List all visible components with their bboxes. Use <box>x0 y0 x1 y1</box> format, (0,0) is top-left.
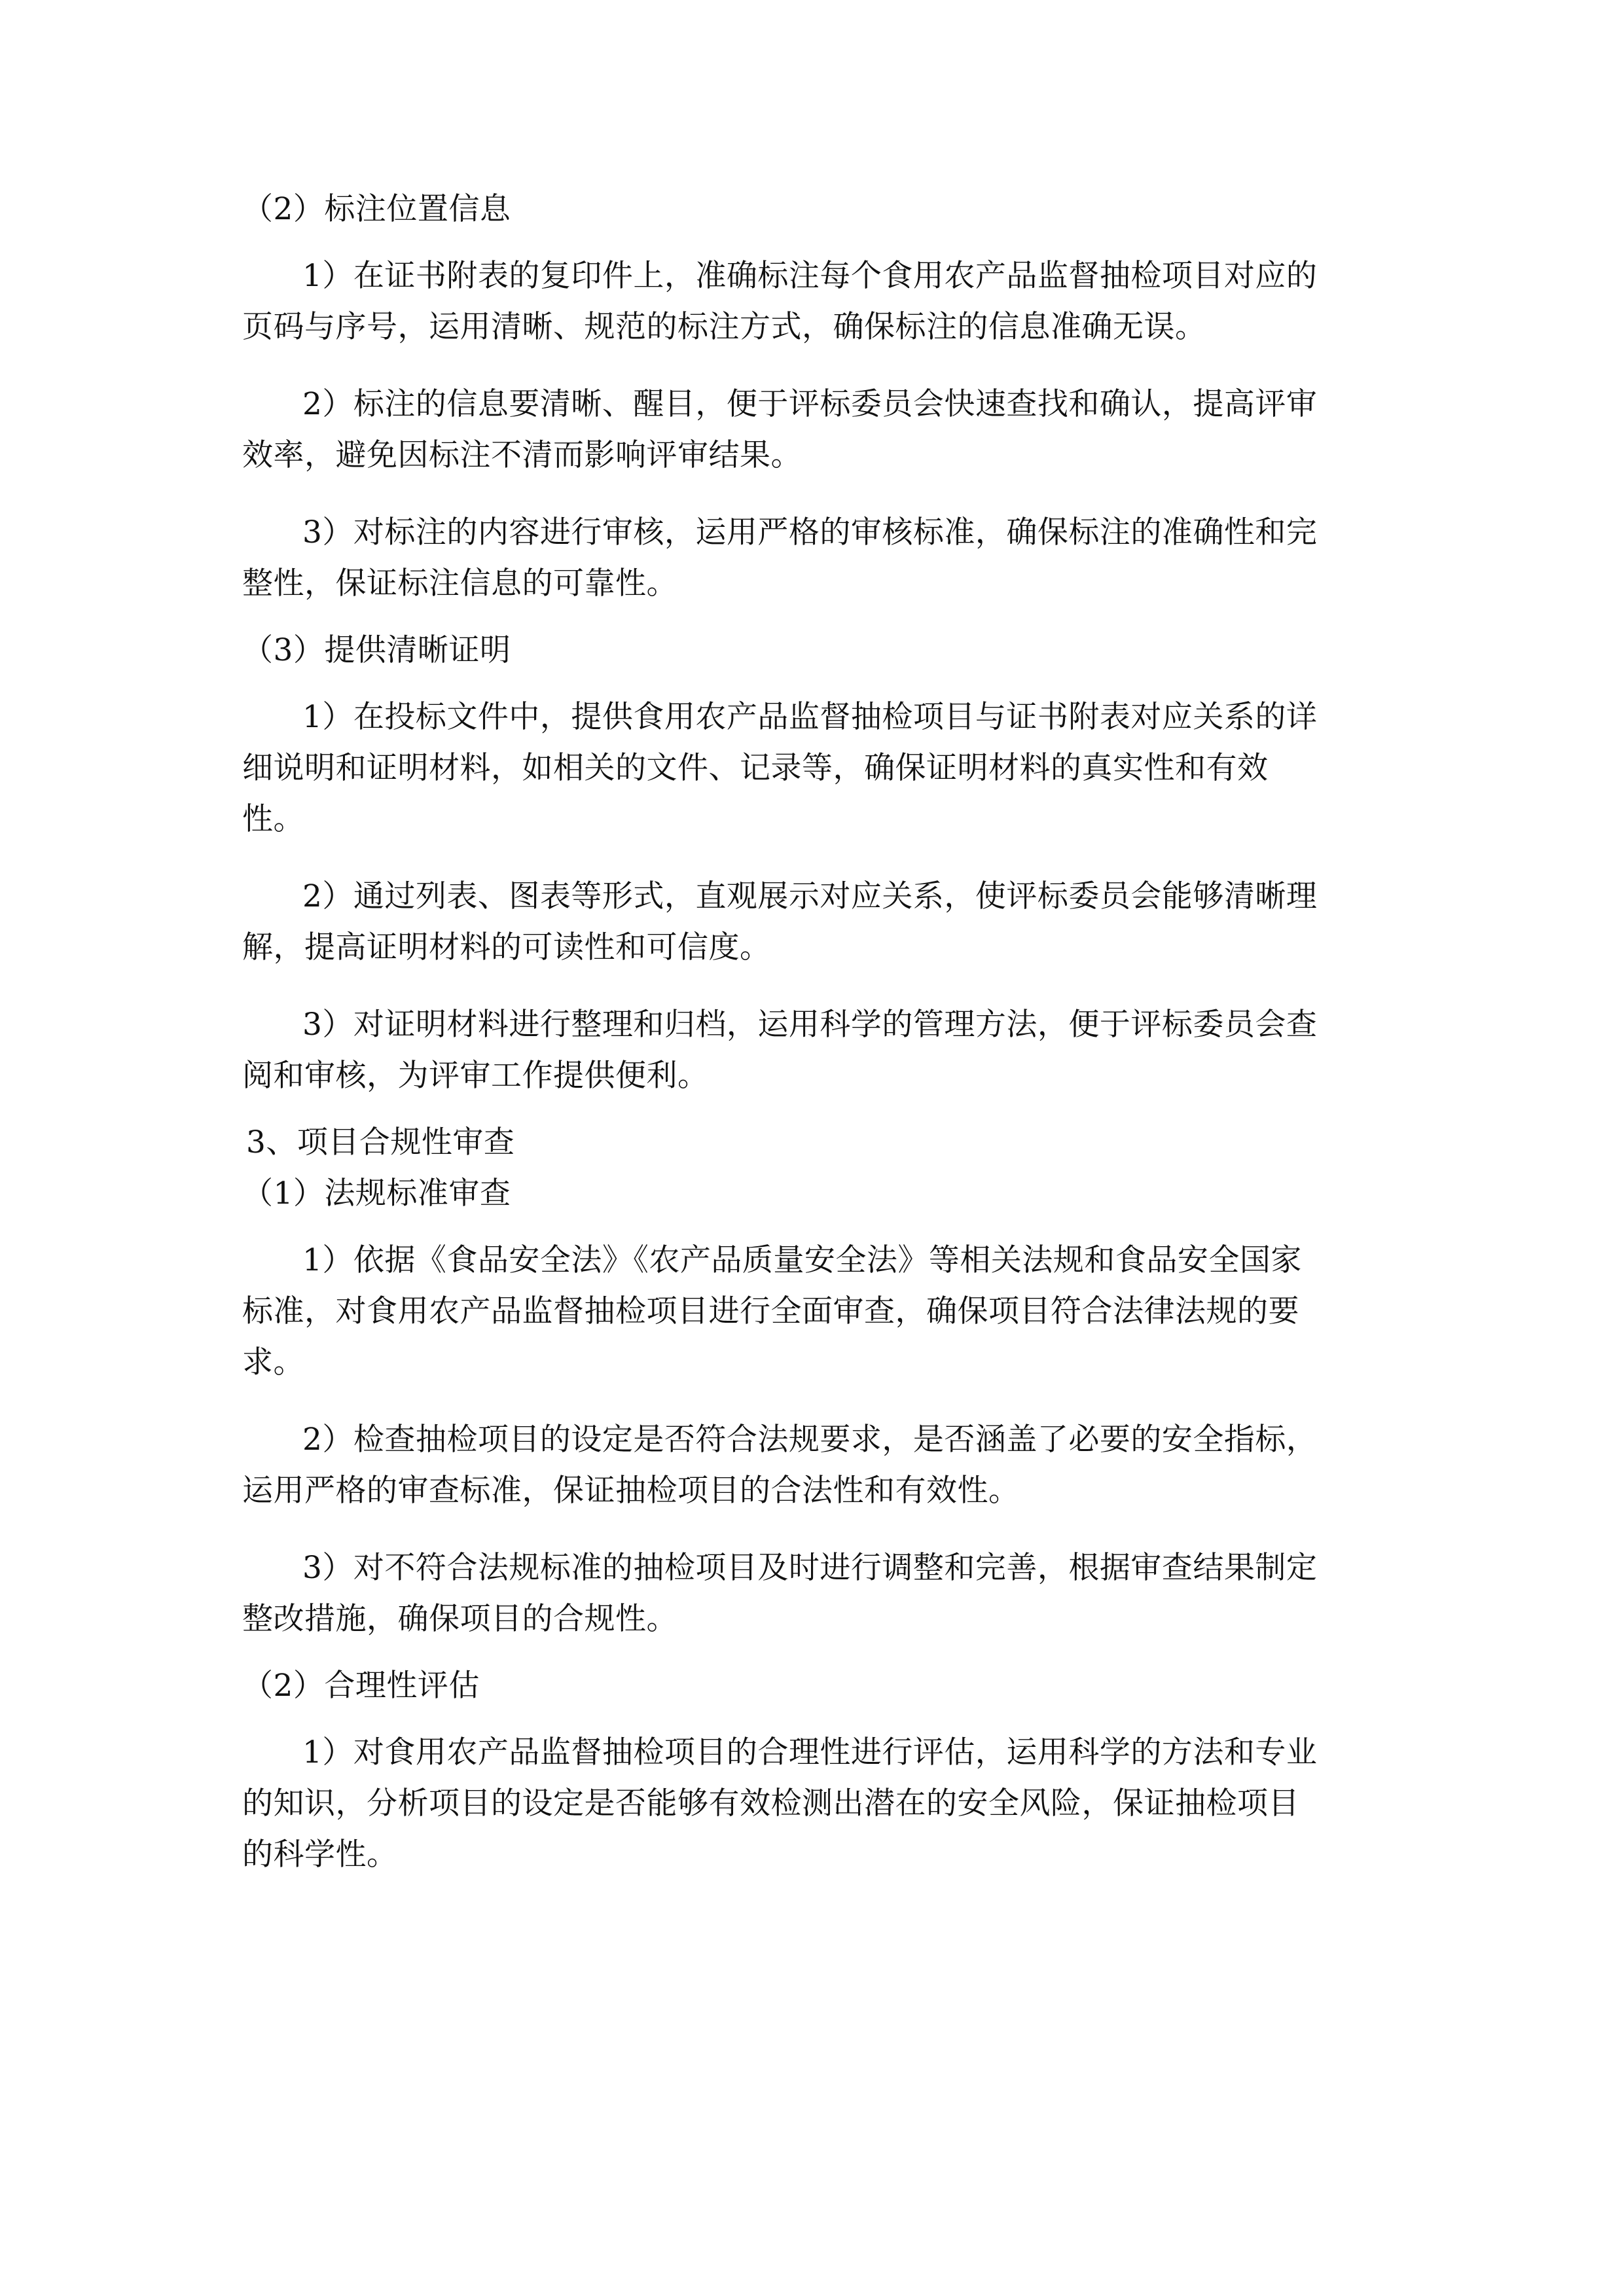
subheading-rationality-assessment: （2）合理性评估 <box>242 1668 480 1704</box>
paragraph-line: 3）对标注的内容进行审核，运用严格的审核标准，确保标注的准确性和完 <box>302 514 1318 550</box>
paragraph-line: 1）对食用农产品监督抽检项目的合理性进行评估，运用科学的方法和专业 <box>302 1734 1318 1770</box>
paragraph-line: 运用严格的审查标准，保证抽检项目的合法性和有效性。 <box>242 1473 1020 1509</box>
document-body <box>242 190 1381 1874</box>
paragraph-line: 的知识，分析项目的设定是否能够有效检测出潜在的安全风险，保证抽检项目 <box>242 1785 1299 1821</box>
subheading-regulation-review: （1）法规标准审查 <box>242 1175 511 1211</box>
paragraph-line: 页码与序号，运用清晰、规范的标注方式，确保标注的信息准确无误。 <box>242 309 1206 345</box>
paragraph-line: 整改措施，确保项目的合规性。 <box>242 1601 677 1637</box>
paragraph-line: 效率，避免因标注不清而影响评审结果。 <box>242 437 802 473</box>
paragraph-line: 3）对证明材料进行整理和归档，运用科学的管理方法，便于评标委员会查 <box>302 1007 1318 1043</box>
section-heading-compliance-review: 3、项目合规性审查 <box>246 1124 515 1160</box>
paragraph-line: 3）对不符合法规标准的抽检项目及时进行调整和完善，根据审查结果制定 <box>302 1550 1318 1586</box>
paragraph-line: 1）在投标文件中，提供食用农产品监督抽检项目与证书附表对应关系的详 <box>302 699 1318 735</box>
paragraph-line: 1）依据《食品安全法》《农产品质量安全法》等相关法规和食品安全国家 <box>302 1242 1302 1278</box>
subheading-clear-proof: （3）提供清晰证明 <box>242 632 511 668</box>
paragraph-line: 求。 <box>242 1344 304 1380</box>
paragraph-line: 性。 <box>242 801 304 837</box>
paragraph-line: 2）标注的信息要清晰、醒目，便于评标委员会快速查找和确认，提高评审 <box>302 386 1318 422</box>
paragraph-line: 阅和审核，为评审工作提供便利。 <box>242 1058 709 1094</box>
paragraph-line: 整性，保证标注信息的可靠性。 <box>242 565 677 601</box>
paragraph-line: 细说明和证明材料，如相关的文件、记录等，确保证明材料的真实性和有效 <box>242 750 1269 786</box>
paragraph-line: 2）检查抽检项目的设定是否符合法规要求，是否涵盖了必要的安全指标， <box>302 1422 1318 1458</box>
paragraph-line: 解，提高证明材料的可读性和可信度。 <box>242 929 771 965</box>
paragraph-line: 2）通过列表、图表等形式，直观展示对应关系，使评标委员会能够清晰理 <box>302 878 1318 914</box>
paragraph-line: 标准，对食用农产品监督抽检项目进行全面审查，确保项目符合法律法规的要 <box>242 1293 1299 1329</box>
paragraph-line: 1）在证书附表的复印件上，准确标注每个食用农产品监督抽检项目对应的 <box>302 258 1318 294</box>
subheading-label-position-info: （2）标注位置信息 <box>242 191 511 227</box>
paragraph-line: 的科学性。 <box>242 1837 398 1873</box>
